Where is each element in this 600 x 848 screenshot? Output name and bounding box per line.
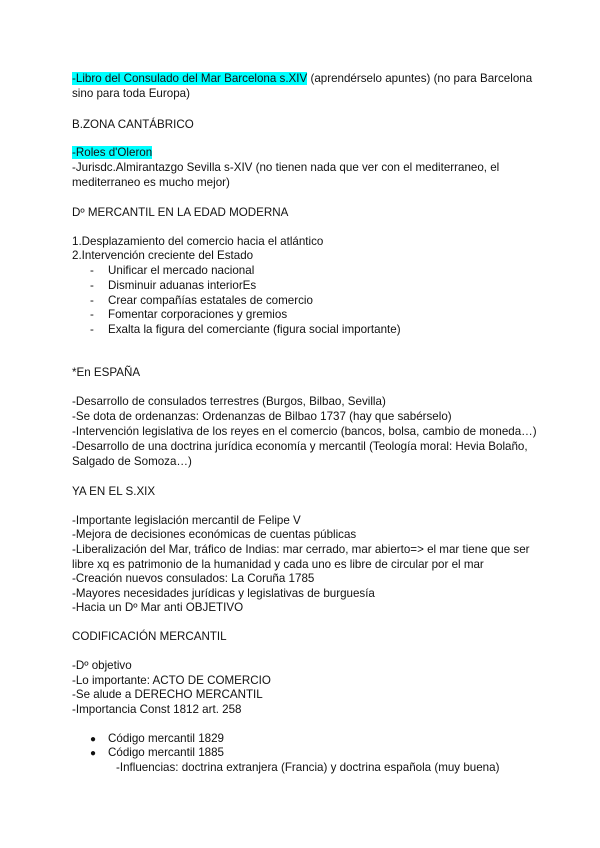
dash-list-item: - Exalta la figura del comerciante (figura social importante) bbox=[90, 323, 401, 336]
highlight-roles: -Roles d'Oleron bbox=[72, 146, 153, 159]
highlight-intro: -Libro del Consulado del Mar Barcelona s.XIV bbox=[72, 72, 308, 85]
intro-line: -Libro del Consulado del Mar Barcelona s.XIV (aprendérselo apuntes) (no para Barcelona bbox=[72, 72, 533, 85]
bullet-icon: ● bbox=[90, 734, 97, 745]
text-line: -Importancia Const 1812 art. 258 bbox=[72, 703, 242, 716]
text-line: -Mejora de decisiones económicas de cuentas públicas bbox=[72, 528, 357, 541]
intro-line-2: sino para toda Europa) bbox=[72, 87, 190, 100]
numbered-point: 1.Desplazamiento del comercio hacia el atlántico bbox=[72, 235, 324, 248]
text-line: -Creación nuevos consulados: La Coruña 1785 bbox=[72, 572, 315, 585]
text-line: -Hacia un Dº Mar anti OBJETIVO bbox=[72, 601, 244, 614]
text-line: -Lo importante: ACTO DE COMERCIO bbox=[72, 674, 271, 687]
section-title-cantabrico: B.ZONA CANTÁBRICO bbox=[72, 118, 194, 131]
text-line: -Intervención legislativa de los reyes en el comercio (bancos, bolsa, cambio de moneda…) bbox=[72, 425, 537, 438]
text-line: libre xq es patrimonio de la humanidad y cada uno es libre de circular por el mar bbox=[72, 558, 484, 571]
bullet-icon: ● bbox=[90, 748, 97, 759]
roles-line bbox=[72, 145, 152, 160]
dash-list-item: - Disminuir aduanas interiorEs bbox=[90, 279, 257, 292]
numbered-point: 2.Intervención creciente del Estado bbox=[72, 249, 254, 262]
section-title-espana: *En ESPAÑA bbox=[72, 366, 141, 379]
sub-list-item: -Influencias: doctrina extranjera (Francia) y doctrina española (muy buena) bbox=[116, 761, 500, 774]
bullet-list-item: ● Código mercantil 1829 bbox=[90, 732, 225, 745]
text-line: -Desarrollo de consulados terrestres (Burgos, Bilbao, Sevilla) bbox=[72, 395, 386, 408]
dash-list-item: - Crear compañías estatales de comercio bbox=[90, 294, 313, 307]
dash-list-item: - Unificar el mercado nacional bbox=[90, 264, 255, 277]
text-line: -Liberalización del Mar, tráfico de Indias: mar cerrado, mar abierto=> el mar tiene que ser bbox=[72, 543, 530, 556]
section-title-edad-moderna: Dº MERCANTIL EN LA EDAD MODERNA bbox=[72, 206, 289, 219]
dash-list-item: - Fomentar corporaciones y gremios bbox=[90, 308, 288, 321]
text-line: -Se dota de ordenanzas: Ordenanzas de Bilbao 1737 (hay que sabérselo) bbox=[72, 410, 452, 423]
text-line: -Mayores necesidades jurídicas y legislativas de burguesía bbox=[72, 587, 375, 600]
text-line: Salgado de Somoza…) bbox=[72, 455, 192, 468]
text-line: -Se alude a DERECHO MERCANTIL bbox=[72, 688, 263, 701]
jurisdiccion-line: -Jurisdc.Almirantazgo Sevilla s-XIV (no tienen nada que ver con el mediterraneo, el bbox=[72, 161, 500, 174]
text-line: -Importante legislación mercantil de Felipe V bbox=[72, 514, 301, 527]
section-title-codificacion: CODIFICACIÓN MERCANTIL bbox=[72, 630, 227, 643]
jurisdiccion-line-2: mediterraneo es mucho mejor) bbox=[72, 176, 230, 189]
text-line: -Dº objetivo bbox=[72, 659, 132, 672]
bullet-list-item: ● Código mercantil 1885 bbox=[90, 746, 225, 759]
section-title-xix: YA EN EL S.XIX bbox=[72, 485, 156, 498]
text-line: -Desarrollo de una doctrina jurídica economía y mercantil (Teología moral: Hevia Bolaño, bbox=[72, 440, 528, 453]
